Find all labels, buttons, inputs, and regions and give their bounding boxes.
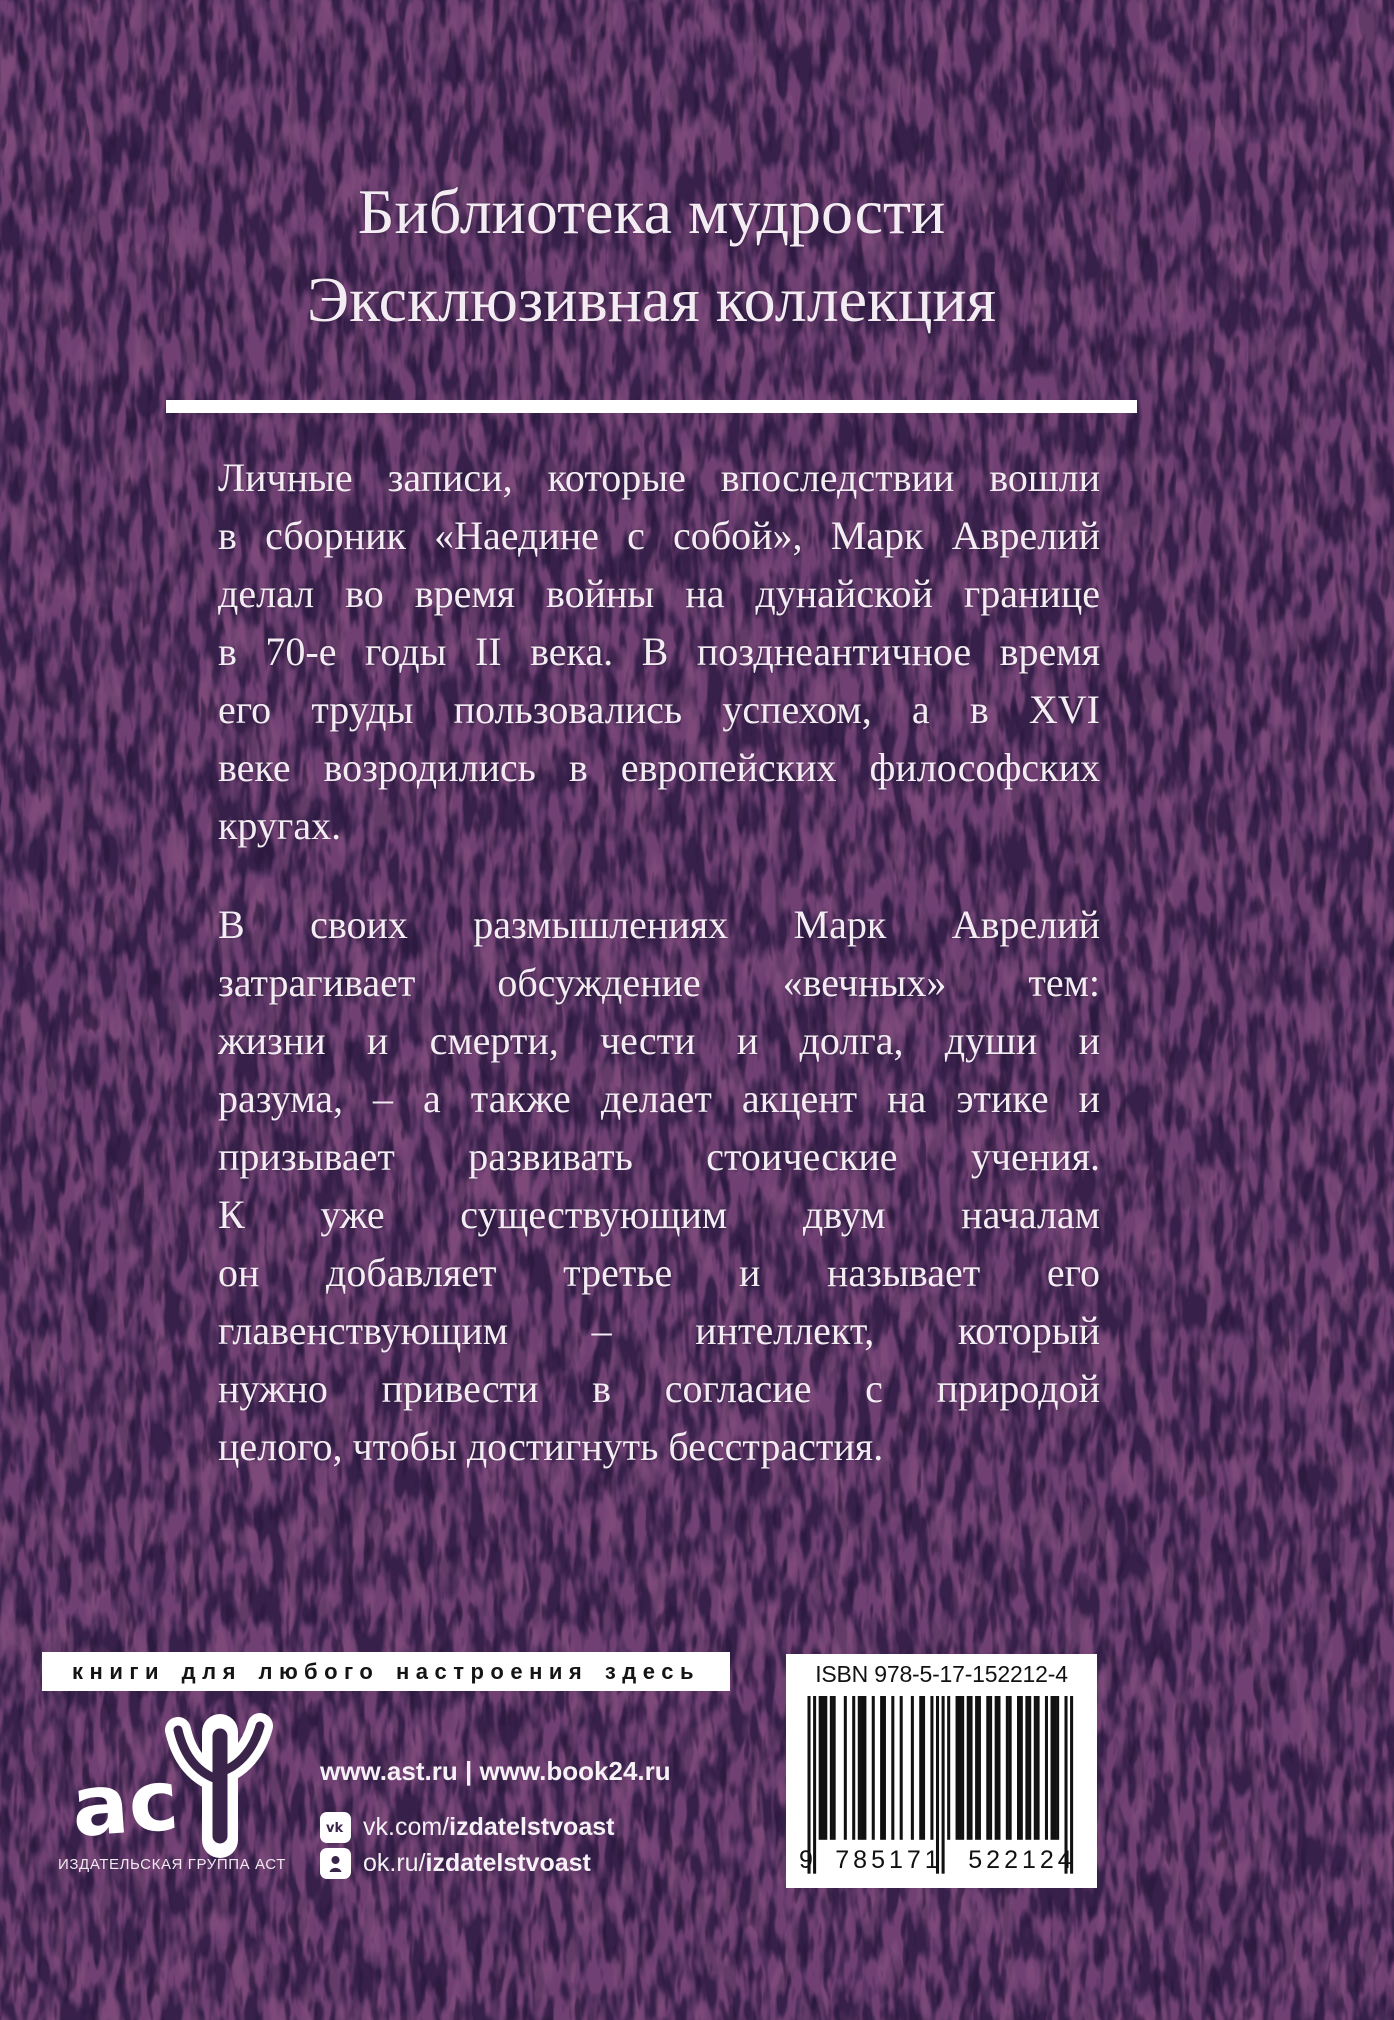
text-line: жизни и смерти, чести и долга, души и	[218, 1018, 1100, 1063]
ast-logo	[58, 1700, 283, 1860]
text-line: в 70-е годы II века. В позднеантичное время	[218, 629, 1100, 674]
slogan-bar	[42, 1652, 730, 1691]
text-line: главенствующим – интеллект, который	[218, 1308, 1100, 1353]
text-line: призывает развивать стоические учения.	[218, 1134, 1100, 1179]
publisher-tagline: ИЗДАТЕЛЬСКАЯ ГРУППА АСТ	[58, 1856, 286, 1873]
annotation-paragraph-2	[218, 896, 1100, 1476]
text-line: в сборник «Наедине с собой», Марк Аврелий	[218, 513, 1100, 558]
ast-logo-letters: ас	[68, 1750, 182, 1856]
text-line: кругах.	[218, 803, 342, 848]
divider-line	[166, 400, 1137, 413]
slogan-text: книги для любого настроения здесь	[72, 1658, 700, 1684]
text-line: его труды пользовались успехом, а в XVI	[218, 687, 1100, 732]
text-line: нужно привести в согласие с природой	[218, 1366, 1100, 1411]
text-line: веке возродились в европейских философских	[218, 745, 1100, 790]
text-line: целого, чтобы достигнуть бесстрастия.	[218, 1424, 884, 1469]
series-title-block	[166, 168, 1137, 344]
vk-icon	[320, 1812, 351, 1843]
series-subtitle: Эксклюзивная коллекция	[306, 264, 997, 335]
svg-text:vk: vk	[326, 1820, 344, 1836]
text-line: делал во время войны на дунайской границе	[218, 571, 1100, 616]
text-line: Личные записи, которые впоследствии вошли	[218, 455, 1100, 500]
vk-link: vk.com/izdatelstvoast	[363, 1812, 615, 1841]
ok-link: ok.ru/izdatelstvoast	[363, 1848, 591, 1877]
barcode-digits: 9 785171 522124	[799, 1846, 1076, 1874]
ok-link-row	[320, 1846, 591, 1880]
annotation-paragraph-1	[218, 449, 1100, 855]
series-title: Библиотека мудрости	[357, 176, 946, 247]
text-line: затрагивает обсуждение «вечных» тем:	[218, 960, 1100, 1005]
ast-figure-icon	[178, 1726, 260, 1840]
ok-icon	[320, 1848, 351, 1879]
vk-link-row	[320, 1810, 614, 1844]
publisher-websites: www.ast.ru | www.book24.ru	[320, 1756, 671, 1786]
isbn-number: ISBN 978-5-17-152212-4	[815, 1661, 1068, 1687]
text-line: он добавляет третье и называет его	[218, 1250, 1100, 1295]
isbn-panel	[786, 1654, 1097, 1888]
text-line: В своих размышлениях Марк Аврелий	[218, 902, 1100, 947]
text-line: разума, – а также делает акцент на этике и	[218, 1076, 1100, 1121]
text-line: К уже существующим двум началам	[218, 1192, 1100, 1237]
